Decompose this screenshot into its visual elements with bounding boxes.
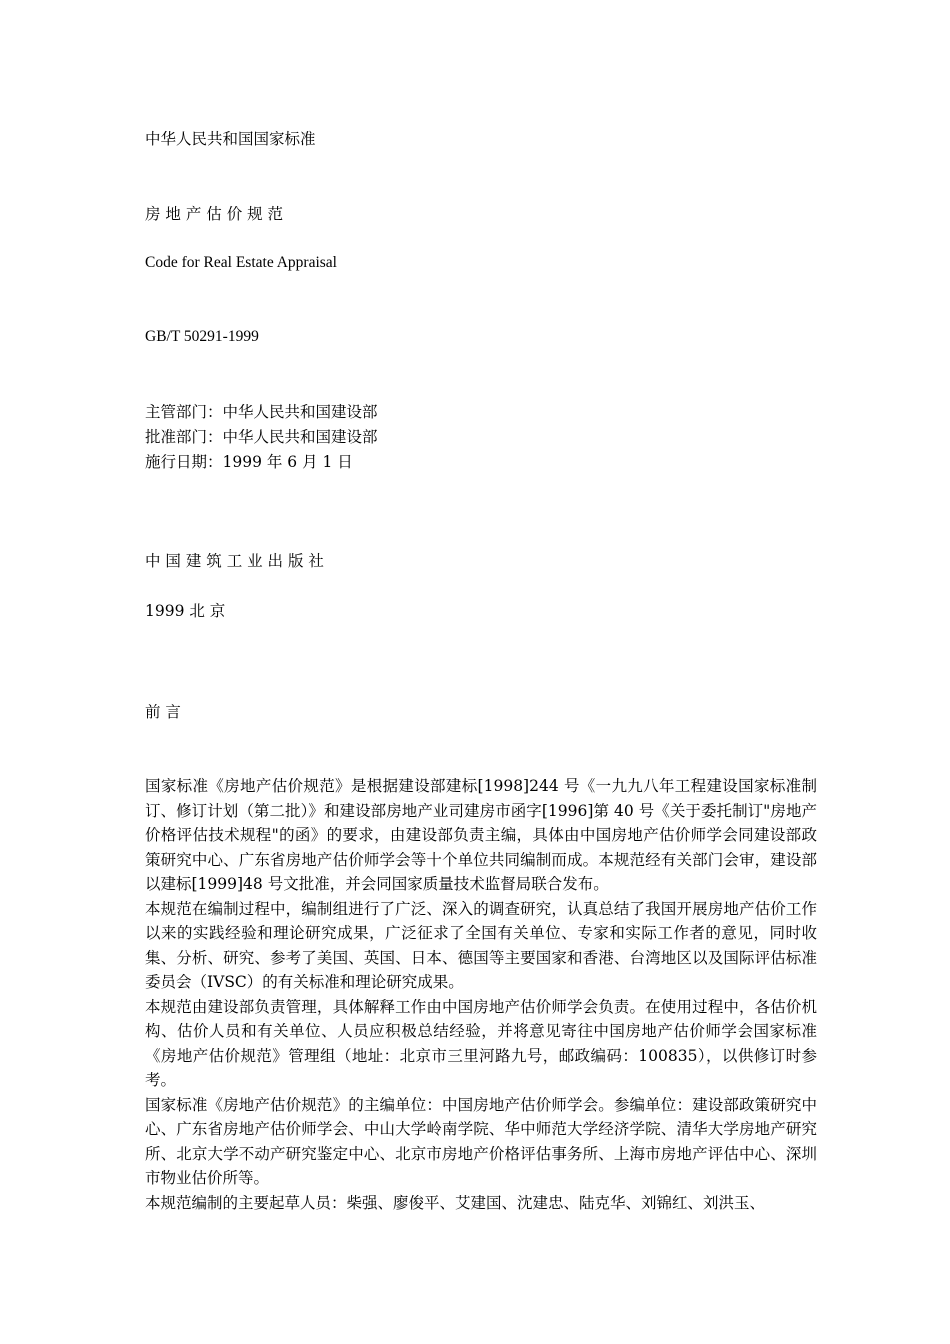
preface-body	[145, 774, 817, 1215]
standard-code: GB/T 50291-1999	[145, 328, 259, 345]
preface-paragraph: 本规范在编制过程中，编制组进行了广泛、深入的调查研究，认真总结了我国开展房地产估价工作以来的实践经验和理论研究成果，广泛征求了全国有关单位、专家和实际工作者的意见，同时收集、分析、研究、参考了美国、英国、日本、德国等主要国家和香港、台湾地区以及国际评估标准委员会（IVSC）的有关标准和理论研究成果。	[145, 899, 817, 991]
publisher: 中 国 建 筑 工 业 出 版 社	[145, 552, 324, 570]
standard-title-chinese: 房 地 产 估 价 规 范	[145, 205, 284, 223]
preface-paragraph: 国家标准《房地产估价规范》是根据建设部建标[1998]244 号《一九九八年工程建设国家标准制订、修订计划（第二批）》和建设部房地产业司建房市函字[1996]第 40 号《关于委托制订"房地产价格评估技术规程"的函》的要求，由建设部负责主编，具体由中国房地产估价师学会同建设部政策研究中心、广东省房地产估价师学会等十个单位共同编制而成。本规范经有关部门会审，建设部以建标[1999]48 号文批准，并会同国家质量技术监督局联合发布。	[145, 777, 817, 893]
national-standard-label: 中华人民共和国国家标准	[145, 130, 316, 148]
preface-heading: 前 言	[145, 703, 181, 721]
preface-paragraph: 本规范由建设部负责管理，具体解释工作由中国房地产估价师学会负责。在使用过程中，各估价机构、估价人员和有关单位、人员应积极总结经验，并将意见寄往中国房地产估价师学会国家标准《房地产估价规范》管理组（地址：北京市三里河路九号，邮政编码：100835），以供修订时参考。	[145, 997, 817, 1089]
preface-paragraph: 本规范编制的主要起草人员：柴强、廖俊平、艾建国、沈建忠、陆克华、刘锦红、刘洪玉、	[145, 1193, 766, 1212]
approval-line: 批准部门：中华人民共和国建设部	[145, 428, 378, 446]
publication-place-year: 1999 北 京	[145, 602, 226, 620]
standard-title-english: Code for Real Estate Appraisal	[145, 254, 337, 271]
preface-paragraph: 国家标准《房地产估价规范》的主编单位：中国房地产估价师学会。参编单位：建设部政策研究中心、广东省房地产估价师学会、中山大学岭南学院、华中师范大学经济学院、清华大学房地产研究所、北京大学不动产研究鉴定中心、北京市房地产价格评估事务所、上海市房地产评估中心、深圳市物业估价所等。	[145, 1095, 817, 1187]
authority-line: 主管部门：中华人民共和国建设部	[145, 403, 378, 421]
effective-date-line: 施行日期：1999 年 6 月 1 日	[145, 453, 353, 471]
